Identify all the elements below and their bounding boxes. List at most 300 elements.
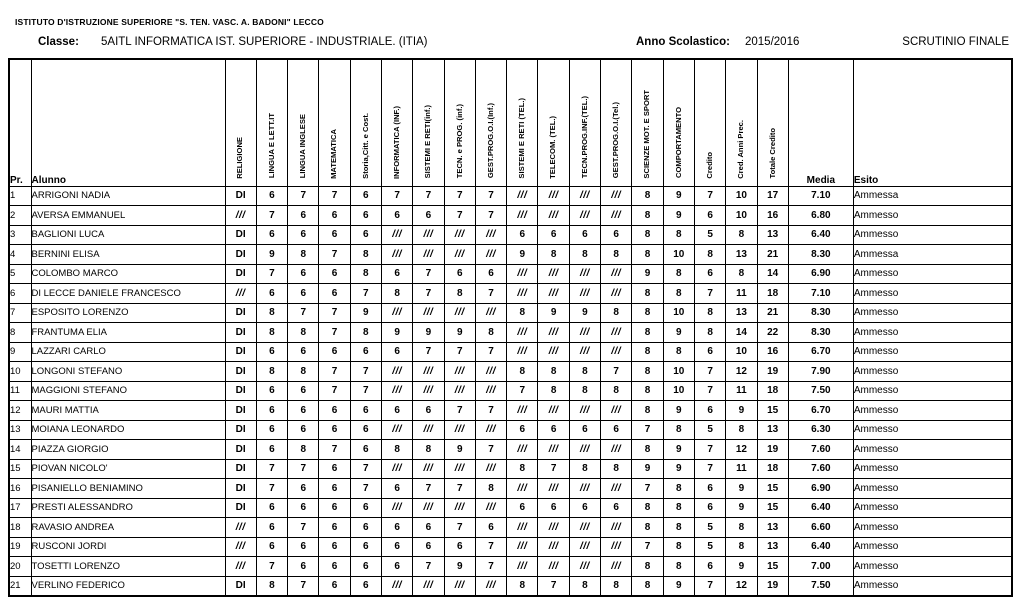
grade-cell: 6 <box>350 225 381 245</box>
grade-cell: 6 <box>288 225 319 245</box>
media-cell: 6.40 <box>788 225 853 245</box>
grade-cell: 8 <box>726 225 757 245</box>
grade-cell: /// <box>475 420 506 440</box>
grade-cell: /// <box>601 537 632 557</box>
grade-cell: 8 <box>632 342 663 362</box>
grade-cell: 10 <box>726 186 757 206</box>
grade-cell: /// <box>381 362 412 382</box>
grade-cell: /// <box>381 381 412 401</box>
grade-cell: 8 <box>726 264 757 284</box>
table-header <box>9 59 1012 186</box>
grade-cell: 7 <box>350 479 381 499</box>
col-header-sistemi-e-reti-inf <box>413 59 444 186</box>
col-header-label-storia-citt-e-cost: Storia,Citt. e Cost. <box>360 112 370 179</box>
grade-cell: /// <box>569 401 600 421</box>
grade-cell: /// <box>601 284 632 304</box>
grade-cell: 6 <box>413 518 444 538</box>
grade-cell: /// <box>538 206 569 226</box>
grade-cell: 9 <box>507 245 538 265</box>
grade-cell: 9 <box>632 264 663 284</box>
grade-cell: 10 <box>726 206 757 226</box>
grade-cell: 11 <box>726 381 757 401</box>
grade-cell: /// <box>225 284 256 304</box>
col-header-alunno: Alunno <box>31 59 225 186</box>
grade-cell: 6 <box>350 498 381 518</box>
grade-cell: 8 <box>632 401 663 421</box>
table-row <box>9 401 1012 421</box>
table-row <box>9 420 1012 440</box>
esito-cell: Ammesso <box>853 303 1012 323</box>
grade-cell: /// <box>569 479 600 499</box>
col-header-label-gest-prog-oi-inf: GEST.PROG.O.I.(Inf.) <box>485 103 495 179</box>
col-header-label-tecn-prog-inf-tel: TECN.PROG.INF.(TEL.) <box>579 96 589 179</box>
grade-cell: /// <box>507 284 538 304</box>
grade-cell: 6 <box>413 206 444 226</box>
grade-cell: 19 <box>757 576 788 596</box>
grade-cell: /// <box>381 245 412 265</box>
grade-cell: /// <box>444 459 475 479</box>
grade-cell: 12 <box>726 576 757 596</box>
grade-cell: 6 <box>694 264 725 284</box>
row-number: 18 <box>9 518 31 538</box>
col-header-scienze-mot-e-sport <box>632 59 663 186</box>
grade-cell: 7 <box>444 518 475 538</box>
anno-scolastico-label: Anno Scolastico: <box>636 36 730 48</box>
grade-cell: 8 <box>663 518 694 538</box>
grade-cell: 6 <box>507 420 538 440</box>
grade-cell: 6 <box>319 342 350 362</box>
grade-cell: 6 <box>319 264 350 284</box>
table-row <box>9 245 1012 265</box>
grade-cell: /// <box>413 381 444 401</box>
media-cell: 6.30 <box>788 420 853 440</box>
row-number: 20 <box>9 557 31 577</box>
grade-cell: 6 <box>569 498 600 518</box>
grade-cell: 8 <box>288 323 319 343</box>
student-name: RUSCONI JORDI <box>31 537 225 557</box>
grade-cell: 8 <box>413 440 444 460</box>
table-row <box>9 284 1012 304</box>
col-header-comportamento <box>663 59 694 186</box>
grade-cell: 8 <box>507 362 538 382</box>
grade-cell: /// <box>538 186 569 206</box>
grade-cell: 6 <box>288 342 319 362</box>
grade-cell: 15 <box>757 498 788 518</box>
grade-cell: 7 <box>350 362 381 382</box>
grade-cell: 6 <box>694 479 725 499</box>
grade-cell: 6 <box>256 498 287 518</box>
grade-cell: /// <box>507 401 538 421</box>
grade-cell: /// <box>538 479 569 499</box>
grade-cell: /// <box>569 518 600 538</box>
grade-cell: 13 <box>757 420 788 440</box>
student-name: PISANIELLO BENIAMINO <box>31 479 225 499</box>
grade-cell: 8 <box>256 362 287 382</box>
grade-cell: 7 <box>319 362 350 382</box>
row-number: 21 <box>9 576 31 596</box>
col-header-label-cred-anni-prec: Cred. Anni Prec. <box>736 119 746 179</box>
grade-cell: DI <box>225 576 256 596</box>
grade-cell: DI <box>225 420 256 440</box>
row-number: 2 <box>9 206 31 226</box>
grade-cell: /// <box>444 303 475 323</box>
grade-cell: 8 <box>632 362 663 382</box>
col-header-label-telecom-tel: TELECOM. (TEL.) <box>548 115 558 179</box>
grade-cell: 6 <box>350 206 381 226</box>
grade-cell: 9 <box>444 557 475 577</box>
col-header-pr: Pr. <box>9 59 31 186</box>
grade-cell: 8 <box>569 381 600 401</box>
grade-cell: 8 <box>569 245 600 265</box>
grade-cell: 8 <box>663 264 694 284</box>
esito-cell: Ammesso <box>853 420 1012 440</box>
grade-cell: 8 <box>632 225 663 245</box>
grade-cell: DI <box>225 362 256 382</box>
grade-cell: 6 <box>507 498 538 518</box>
student-name: PIOVAN NICOLO' <box>31 459 225 479</box>
grade-cell: /// <box>475 225 506 245</box>
esito-cell: Ammesso <box>853 401 1012 421</box>
grade-cell: 6 <box>256 381 287 401</box>
grade-cell: 8 <box>663 284 694 304</box>
media-cell: 8.30 <box>788 245 853 265</box>
grade-cell: 6 <box>256 342 287 362</box>
grade-cell: 7 <box>413 186 444 206</box>
classe-label: Classe: <box>38 36 79 48</box>
grade-cell: /// <box>507 342 538 362</box>
grade-cell: /// <box>475 576 506 596</box>
grade-cell: /// <box>413 459 444 479</box>
grade-cell: 7 <box>256 264 287 284</box>
media-cell: 7.90 <box>788 362 853 382</box>
table-body <box>9 186 1012 596</box>
media-cell: 6.40 <box>788 498 853 518</box>
grade-cell: /// <box>538 323 569 343</box>
grade-cell: 7 <box>601 362 632 382</box>
table-row <box>9 518 1012 538</box>
esito-cell: Ammesso <box>853 225 1012 245</box>
student-name: FRANTUMA ELIA <box>31 323 225 343</box>
grade-cell: DI <box>225 381 256 401</box>
grade-cell: 6 <box>319 284 350 304</box>
grade-cell: DI <box>225 225 256 245</box>
grade-cell: 8 <box>663 498 694 518</box>
esito-cell: Ammesso <box>853 518 1012 538</box>
student-name: COLOMBO MARCO <box>31 264 225 284</box>
student-name: MOIANA LEONARDO <box>31 420 225 440</box>
row-number: 17 <box>9 498 31 518</box>
grade-cell: 16 <box>757 206 788 226</box>
student-name: PIAZZA GIORGIO <box>31 440 225 460</box>
grade-cell: 6 <box>350 420 381 440</box>
grade-cell: 8 <box>632 440 663 460</box>
grade-cell: 7 <box>413 557 444 577</box>
media-cell: 6.40 <box>788 537 853 557</box>
grade-cell: 8 <box>632 381 663 401</box>
grade-cell: /// <box>381 303 412 323</box>
grade-cell: 8 <box>350 323 381 343</box>
grade-cell: 7 <box>475 186 506 206</box>
grade-cell: 6 <box>694 401 725 421</box>
grade-cell: 8 <box>632 245 663 265</box>
col-header-label-lingua-e-lett-it: LINGUA E LETT.IT <box>266 113 276 179</box>
grade-cell: 6 <box>319 420 350 440</box>
grade-cell: 15 <box>757 557 788 577</box>
grade-cell: DI <box>225 323 256 343</box>
grade-cell: 8 <box>632 557 663 577</box>
esito-cell: Ammesso <box>853 576 1012 596</box>
row-number: 11 <box>9 381 31 401</box>
grade-cell: /// <box>381 225 412 245</box>
grade-cell: 6 <box>413 537 444 557</box>
grade-cell: 8 <box>475 479 506 499</box>
grade-cell: 9 <box>726 557 757 577</box>
grade-cell: 9 <box>726 401 757 421</box>
grade-cell: /// <box>601 440 632 460</box>
grade-cell: 7 <box>632 479 663 499</box>
media-cell: 7.60 <box>788 440 853 460</box>
row-number: 13 <box>9 420 31 440</box>
grade-cell: 8 <box>507 459 538 479</box>
grade-cell: 6 <box>256 537 287 557</box>
grade-cell: 14 <box>726 323 757 343</box>
grade-cell: 5 <box>694 225 725 245</box>
grade-cell: 6 <box>475 518 506 538</box>
grade-cell: 6 <box>288 381 319 401</box>
student-name: LAZZARI CARLO <box>31 342 225 362</box>
grade-cell: 6 <box>381 518 412 538</box>
grade-cell: 7 <box>694 186 725 206</box>
grade-cell: 9 <box>663 440 694 460</box>
col-header-label-lingua-inglese: LINGUA INGLESE <box>298 114 308 179</box>
row-number: 3 <box>9 225 31 245</box>
grade-cell: 9 <box>663 323 694 343</box>
grade-cell: 8 <box>381 440 412 460</box>
grade-cell: DI <box>225 245 256 265</box>
grade-cell: 12 <box>726 362 757 382</box>
grade-cell: /// <box>569 206 600 226</box>
grade-cell: /// <box>413 576 444 596</box>
grade-cell: /// <box>538 284 569 304</box>
grade-cell: /// <box>413 225 444 245</box>
grade-cell: 6 <box>319 479 350 499</box>
grade-cell: 7 <box>694 362 725 382</box>
table-row <box>9 186 1012 206</box>
grade-cell: 7 <box>538 576 569 596</box>
col-header-sistemi-e-reti-tel <box>507 59 538 186</box>
grade-cell: /// <box>413 498 444 518</box>
grade-cell: 22 <box>757 323 788 343</box>
grade-cell: 17 <box>757 186 788 206</box>
grade-cell: 6 <box>350 440 381 460</box>
student-name: BAGLIONI LUCA <box>31 225 225 245</box>
esito-cell: Ammessa <box>853 186 1012 206</box>
grade-cell: DI <box>225 440 256 460</box>
grade-cell: 6 <box>256 518 287 538</box>
grade-cell: DI <box>225 303 256 323</box>
grade-cell: 7 <box>256 557 287 577</box>
grade-cell: /// <box>507 479 538 499</box>
table-row <box>9 323 1012 343</box>
grade-cell: 8 <box>663 537 694 557</box>
grade-cell: 21 <box>757 245 788 265</box>
grade-cell: 8 <box>381 284 412 304</box>
grade-cell: 8 <box>538 362 569 382</box>
classe-value: 5AITL INFORMATICA IST. SUPERIORE - INDUSTRIALE. (ITIA) <box>101 36 428 48</box>
row-number: 5 <box>9 264 31 284</box>
grade-cell: 8 <box>601 459 632 479</box>
grade-cell: 6 <box>381 264 412 284</box>
row-number: 15 <box>9 459 31 479</box>
grade-cell: 7 <box>256 479 287 499</box>
grade-cell: 6 <box>413 401 444 421</box>
grade-cell: DI <box>225 264 256 284</box>
grade-cell: 8 <box>538 381 569 401</box>
grade-cell: DI <box>225 498 256 518</box>
grade-cell: 6 <box>507 225 538 245</box>
esito-cell: Ammesso <box>853 498 1012 518</box>
grade-cell: 5 <box>694 518 725 538</box>
grade-cell: 8 <box>569 362 600 382</box>
media-cell: 6.60 <box>788 518 853 538</box>
grade-cell: 6 <box>381 342 412 362</box>
grade-cell: /// <box>381 498 412 518</box>
grade-cell: 9 <box>663 206 694 226</box>
grade-cell: 8 <box>726 537 757 557</box>
media-cell: 7.60 <box>788 459 853 479</box>
grade-cell: 8 <box>632 498 663 518</box>
grade-cell: 8 <box>663 557 694 577</box>
grade-cell: 6 <box>538 498 569 518</box>
table-row <box>9 362 1012 382</box>
table-row <box>9 381 1012 401</box>
grade-cell: 8 <box>288 362 319 382</box>
col-header-lingua-inglese <box>288 59 319 186</box>
grade-cell: /// <box>381 576 412 596</box>
grade-cell: 8 <box>569 576 600 596</box>
grade-cell: /// <box>444 498 475 518</box>
esito-cell: Ammesso <box>853 459 1012 479</box>
grade-cell: 7 <box>475 401 506 421</box>
grade-cell: 6 <box>350 557 381 577</box>
grade-cell: 7 <box>475 342 506 362</box>
grade-cell: 10 <box>663 362 694 382</box>
grade-cell: /// <box>569 323 600 343</box>
grade-cell: 18 <box>757 459 788 479</box>
anno-scolastico-value: 2015/2016 <box>745 36 800 48</box>
student-name: MAURI MATTIA <box>31 401 225 421</box>
table-row <box>9 206 1012 226</box>
grade-cell: 7 <box>319 303 350 323</box>
grade-cell: /// <box>475 381 506 401</box>
grade-cell: /// <box>225 557 256 577</box>
grade-cell: 7 <box>444 479 475 499</box>
grade-cell: 6 <box>601 420 632 440</box>
grade-cell: 6 <box>538 420 569 440</box>
row-number: 10 <box>9 362 31 382</box>
grade-cell: 9 <box>663 186 694 206</box>
media-cell: 8.30 <box>788 323 853 343</box>
grade-cell: 7 <box>288 459 319 479</box>
grade-cell: 7 <box>475 284 506 304</box>
class-info-line <box>0 36 1024 54</box>
col-header-label-sistemi-e-reti-tel: SISTEMI E RETI (TEL.) <box>517 97 527 179</box>
grade-cell: 6 <box>381 479 412 499</box>
school-name: ISTITUTO D'ISTRUZIONE SUPERIORE "S. TEN. VASC. A. BADONI" LECCO <box>15 17 324 27</box>
grade-cell: DI <box>225 186 256 206</box>
grade-cell: 7 <box>475 440 506 460</box>
grade-cell: 6 <box>256 420 287 440</box>
row-number: 12 <box>9 401 31 421</box>
grade-cell: /// <box>444 362 475 382</box>
grade-cell: /// <box>601 342 632 362</box>
grade-cell: DI <box>225 401 256 421</box>
col-header-label-informatica-inf: INFORMATICA (INF.) <box>391 105 401 179</box>
col-header-telecom-tel <box>538 59 569 186</box>
grade-cell: /// <box>538 537 569 557</box>
grade-cell: 6 <box>319 401 350 421</box>
grade-cell: /// <box>538 342 569 362</box>
grade-cell: /// <box>538 518 569 538</box>
grade-cell: /// <box>601 206 632 226</box>
grade-cell: /// <box>225 206 256 226</box>
grade-cell: 14 <box>757 264 788 284</box>
student-name: PRESTI ALESSANDRO <box>31 498 225 518</box>
grade-cell: 8 <box>288 245 319 265</box>
media-cell: 7.00 <box>788 557 853 577</box>
grade-cell: /// <box>601 557 632 577</box>
grade-cell: /// <box>507 537 538 557</box>
grade-cell: 6 <box>350 186 381 206</box>
esito-cell: Ammesso <box>853 284 1012 304</box>
media-cell: 6.70 <box>788 401 853 421</box>
grade-cell: /// <box>475 362 506 382</box>
row-number: 4 <box>9 245 31 265</box>
grade-cell: 18 <box>757 381 788 401</box>
row-number: 8 <box>9 323 31 343</box>
media-cell: 6.70 <box>788 342 853 362</box>
grade-cell: /// <box>601 479 632 499</box>
grade-cell: /// <box>569 284 600 304</box>
grade-cell: 6 <box>381 557 412 577</box>
esito-cell: Ammesso <box>853 323 1012 343</box>
grade-cell: 7 <box>256 206 287 226</box>
grade-cell: /// <box>507 518 538 538</box>
grade-cell: /// <box>507 206 538 226</box>
grade-cell: 6 <box>350 518 381 538</box>
grade-cell: 6 <box>694 498 725 518</box>
grade-cell: /// <box>444 245 475 265</box>
grade-cell: 8 <box>507 303 538 323</box>
grade-cell: /// <box>507 440 538 460</box>
grade-cell: 16 <box>757 342 788 362</box>
grade-cell: 6 <box>569 225 600 245</box>
media-cell: 6.90 <box>788 264 853 284</box>
grade-cell: /// <box>538 264 569 284</box>
grade-cell: 13 <box>757 537 788 557</box>
grade-cell: 9 <box>444 440 475 460</box>
grade-cell: /// <box>601 264 632 284</box>
row-number: 14 <box>9 440 31 460</box>
grade-cell: 7 <box>444 342 475 362</box>
col-header-label-comportamento: COMPORTAMENTO <box>673 107 683 179</box>
media-cell: 8.30 <box>788 303 853 323</box>
grade-cell: 7 <box>319 245 350 265</box>
grade-cell: 8 <box>507 576 538 596</box>
grade-cell: /// <box>225 518 256 538</box>
grade-cell: 9 <box>413 323 444 343</box>
col-header-informatica-inf <box>381 59 412 186</box>
